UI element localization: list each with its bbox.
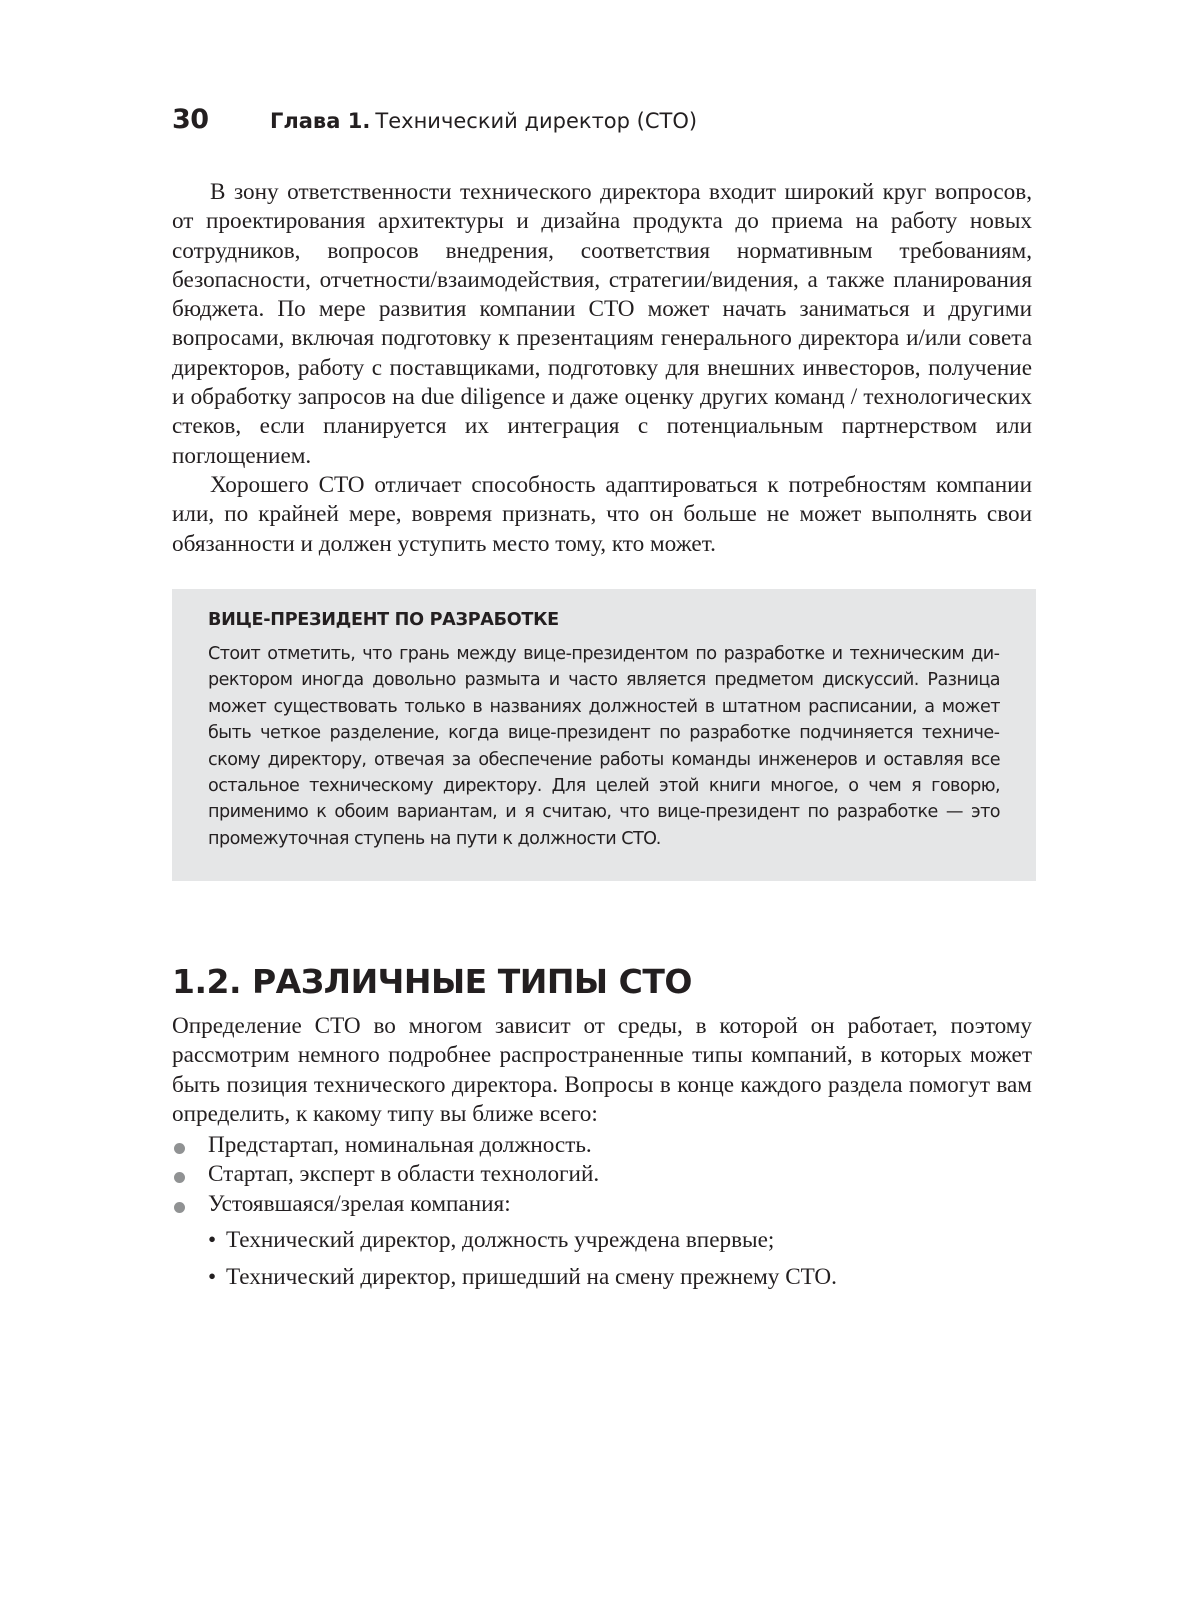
sublist-item-text: Технический директор, должность учреждена впервые; <box>226 1227 775 1253</box>
sidebar-box <box>172 589 1036 881</box>
sublist-item <box>208 1263 1028 1292</box>
sidebar-title: ВИЦЕ-ПРЕЗИДЕНТ ПО РАЗРАБОТКЕ <box>208 610 559 630</box>
mature-company-sublist <box>208 1226 1028 1301</box>
page-number: 30 <box>172 104 209 135</box>
section-intro: Определение CTO во многом зависит от среды, в которой он работает, поэтому рассмотрим немного подробнее распространенные типы компаний, в которых может быть позиция технического директора. Вопросы в конце каждого раздела помогут вам определить, к какому типу вы ближе всего: <box>172 1013 1032 1127</box>
sidebar-text: Стоит отметить, что грань между вице-президентом по разработке и техническим директором иногда довольно размыта и часто является предметом дискуссий. Разница может существовать только в названиях должностей в штатном расписании, а может быть четкое разделение, когда вице-президент по разработке подчиняется техническому директору, отвечая за обеспечение работы команды инженеров и оставляя все остальное техническому директору. Для целей этой книги многое, о чем я говорю, применимо к обоим вариантам, и я считаю, что вице-президент по разработке — это промежуточная ступень на пути к должности CTO. <box>208 644 1000 849</box>
list-item-text: Устоявшаяся/зрелая компания: <box>208 1190 511 1217</box>
list-item-text: Предстартап, номинальная должность. <box>208 1132 592 1158</box>
body-paragraph: Хорошего CTO отличает способность адаптироваться к потребностям компании или, по крайней мере, вовремя признать, что он больше не может выполнять свои обязанности и должен уступить место тому, кто может. <box>172 471 1032 557</box>
list-item-text: Стартап, эксперт в области технологий. <box>208 1161 600 1188</box>
list-item <box>172 1190 1032 1219</box>
sublist-item-text: Технический директор, пришедший на смену прежнему CTO. <box>226 1264 837 1291</box>
chapter-label: Глава 1. <box>270 109 371 133</box>
body-paragraph: В зону ответственности технического директора входит широкий круг вопросов, от проектирования архитектуры и дизайна продукта до приема на работу новых сотрудников, вопросов внедрения, соответствия нормативным требованиям, безопасности, отчетности/взаимодействия, стратегии/видения, а также планирования бюджета. По мере развития компании CTO может начать заниматься и другими вопросами, включая подготовку к презентациям генерального директора и/или совета директоров, работу с поставщиками, подготовку для внешних инвесторов, получение и обработку запросов на due diligence и даже оценку других команд / технологических стеков, если планируется их интеграция с потенциальным партнерством или поглощением. <box>172 179 1032 469</box>
list-item <box>172 1160 1032 1189</box>
section-heading: 1.2. РАЗЛИЧНЫЕ ТИПЫ CTO <box>172 962 692 1001</box>
chapter-title: Технический директор (CTO) <box>375 109 698 133</box>
running-header <box>172 104 697 135</box>
company-type-list <box>172 1131 1032 1219</box>
body-text <box>172 178 1032 559</box>
bullet-dot-icon <box>174 1202 185 1213</box>
bullet-dot-icon <box>174 1143 185 1154</box>
bullet-dot-icon <box>174 1172 185 1183</box>
sublist-item <box>208 1226 1028 1255</box>
bullet-icon: • <box>208 1264 217 1291</box>
list-item <box>172 1131 1032 1160</box>
bullet-icon: • <box>208 1227 217 1253</box>
